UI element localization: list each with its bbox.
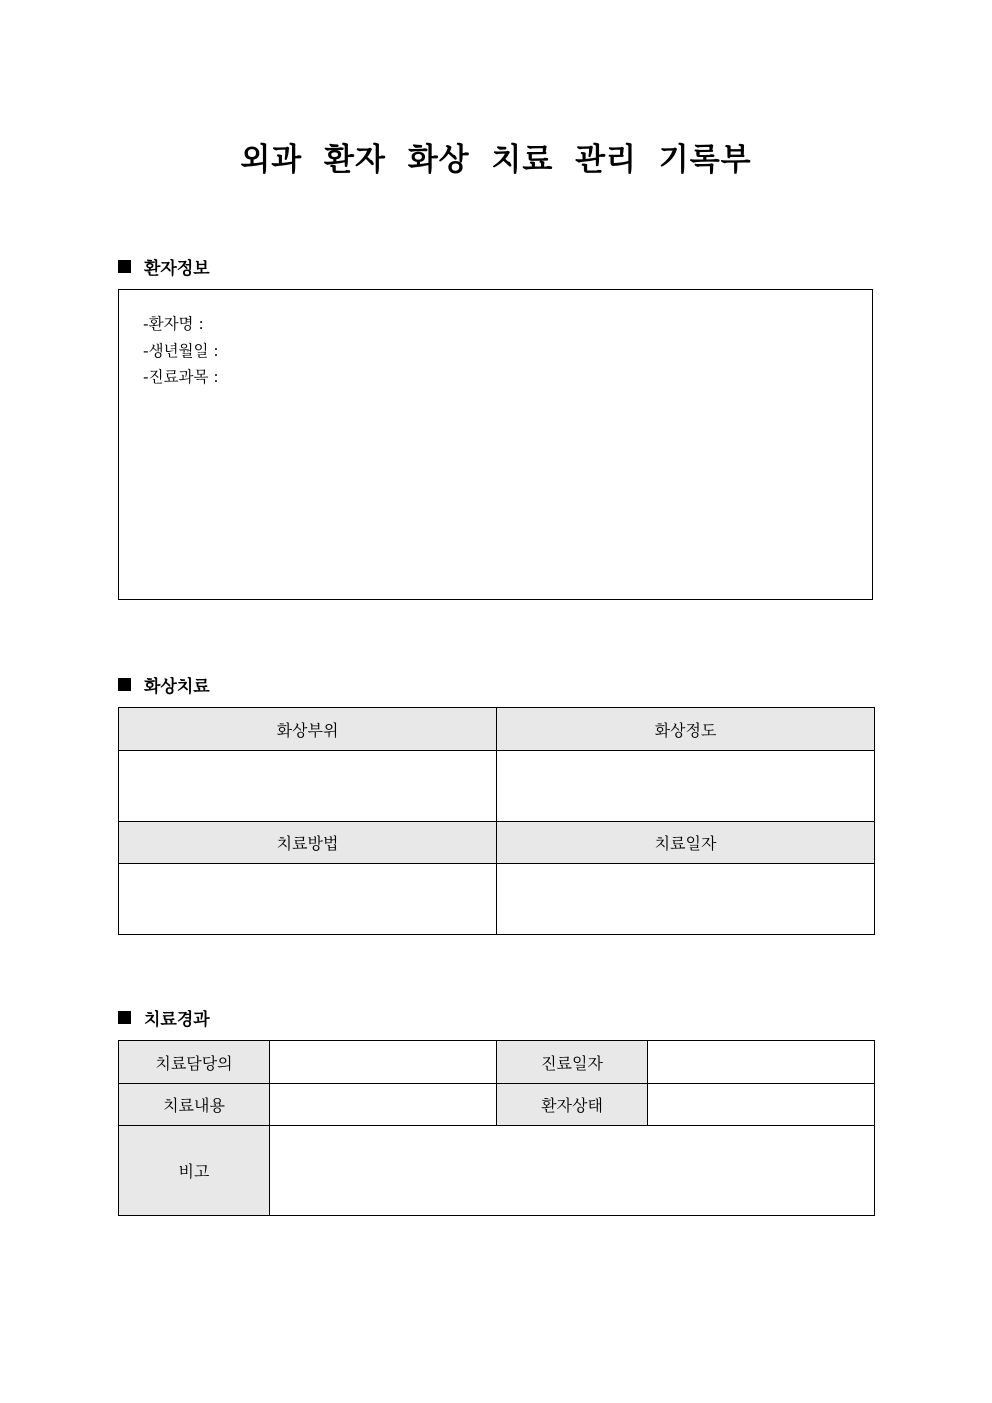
table-row (119, 1084, 875, 1126)
table-row (119, 822, 875, 864)
burn-treatment-table (118, 707, 875, 935)
section-heading-burn-treatment (118, 672, 210, 697)
table-row (119, 1126, 875, 1216)
table-row (119, 708, 875, 751)
treatment-progress-table (118, 1040, 875, 1216)
table-row (119, 864, 875, 935)
table-row (119, 751, 875, 822)
section-heading-text: 치료경과 (144, 1010, 210, 1030)
doctor-field[interactable] (270, 1041, 497, 1084)
remarks-label: 비고 (119, 1126, 270, 1216)
treatment-method-label: 치료방법 (119, 822, 497, 864)
patient-status-label: 환자상태 (497, 1084, 648, 1126)
burn-degree-label: 화상정도 (497, 708, 875, 751)
treatment-content-label: 치료내용 (119, 1084, 270, 1126)
visit-date-field[interactable] (648, 1041, 875, 1084)
burn-site-label: 화상부위 (119, 708, 497, 751)
visit-date-label: 진료일자 (497, 1041, 648, 1084)
treatment-content-field[interactable] (270, 1084, 497, 1126)
patient-status-field[interactable] (648, 1084, 875, 1126)
treatment-method-field[interactable] (119, 864, 497, 935)
department-line: -진료과목 : (143, 368, 219, 386)
section-heading-treatment-progress (118, 1005, 210, 1030)
square-bullet-icon (118, 678, 131, 691)
patient-info-box (118, 289, 873, 600)
burn-degree-field[interactable] (497, 751, 875, 822)
section-heading-text: 환자정보 (144, 259, 210, 279)
burn-site-field[interactable] (119, 751, 497, 822)
treatment-date-label: 치료일자 (497, 822, 875, 864)
remarks-field[interactable] (270, 1126, 875, 1216)
table-row (119, 1041, 875, 1084)
treatment-date-field[interactable] (497, 864, 875, 935)
doctor-label: 치료담당의 (119, 1041, 270, 1084)
patient-name-line: -환자명 : (143, 315, 204, 333)
square-bullet-icon (118, 1011, 131, 1024)
section-heading-text: 화상치료 (144, 677, 210, 697)
birth-date-line: -생년월일 : (143, 341, 219, 360)
section-heading-patient-info (118, 254, 210, 279)
document-title: 외과 환자 화상 치료 관리 기록부 (240, 142, 752, 178)
square-bullet-icon (118, 260, 131, 273)
